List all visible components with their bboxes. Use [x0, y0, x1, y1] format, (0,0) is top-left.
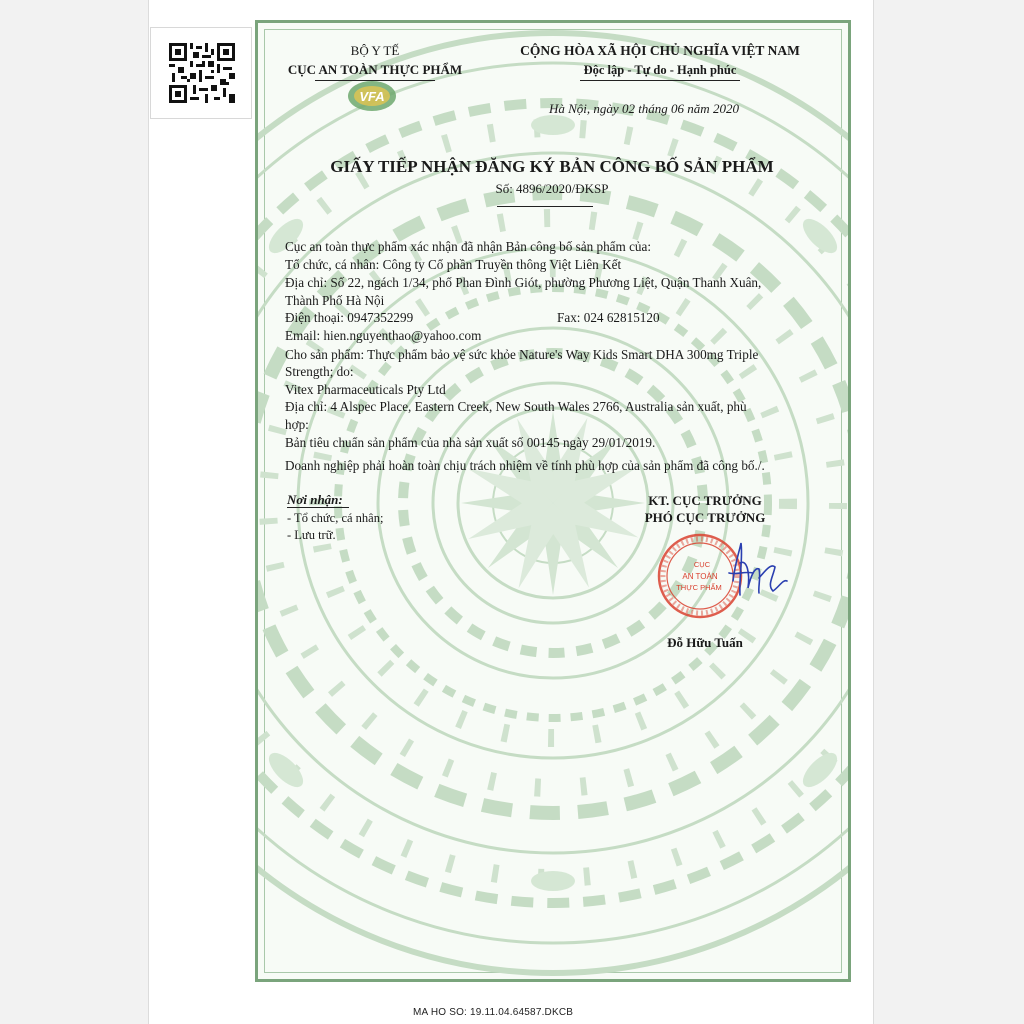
recipient-item: - Tổ chức, cá nhân; — [287, 511, 384, 525]
recipients-heading: Nơi nhận: — [287, 492, 343, 507]
svg-text:THỰC PHẨM: THỰC PHẨM — [676, 583, 722, 592]
body-line-product-cont: Strength; do: — [285, 364, 354, 379]
svg-text:VFA: VFA — [359, 89, 385, 104]
body-line-intro: Cục an toàn thực phẩm xác nhận đã nhận Bản công bố sản phẩm của: — [285, 239, 652, 254]
body-line-fax: Fax: 024 62815120 — [557, 310, 660, 325]
body-line-address-cont: Thành Phố Hà Nội — [285, 293, 385, 308]
body-line-phone: Điện thoại: 0947352299 — [285, 310, 414, 325]
body-line-manufacturer: Vitex Pharmaceuticals Pty Ltd — [285, 382, 446, 397]
body-line-responsibility: Doanh nghiệp phải hoàn toàn chịu trách nhiệm về tính phù hợp của sản phẩm đã công bố./. — [285, 458, 765, 473]
dossier-code: MA HO SO: 19.11.04.64587.DKCB — [413, 1007, 574, 1018]
document-title: GIẤY TIẾP NHẬN ĐĂNG KÝ BẢN CÔNG BỐ SẢN PHẨM — [330, 157, 774, 176]
issue-date: Hà Nội, ngày 02 tháng 06 năm 2020 — [549, 101, 739, 116]
body-line-manufacturer-address: Địa chỉ: 4 Alspec Place, Eastern Creek, New South Wales 2766, Australia sản xuất, phù — [285, 399, 747, 414]
body-line-standard: Bản tiêu chuẩn sản phẩm của nhà sản xuất số 00145 ngày 29/01/2019. — [285, 435, 656, 450]
official-stamp — [655, 533, 805, 623]
body-line-manufacturer-address-cont: hợp: — [285, 417, 309, 432]
signer-role-primary: KT. CỤC TRƯỞNG — [648, 493, 762, 508]
nation-name: CỘNG HÒA XÃ HỘI CHỦ NGHĨA VIỆT NAM — [520, 43, 800, 58]
body-line-organization: Tổ chức, cá nhân: Công ty Cổ phần Truyền thông Việt Liên Kết — [285, 257, 622, 272]
ministry-name: BỘ Y TẾ — [350, 43, 400, 58]
svg-text:AN TOÀN: AN TOÀN — [682, 572, 718, 581]
title-underline — [497, 206, 593, 207]
signer-name: Đỗ Hữu Tuấn — [667, 635, 743, 650]
body-line-email: Email: hien.nguyenthao@yahoo.com — [285, 328, 482, 343]
document-number: Số: 4896/2020/ĐKSP — [495, 181, 609, 196]
recipient-item: - Lưu trữ. — [287, 528, 336, 542]
qr-code — [150, 27, 252, 119]
vfa-logo — [343, 78, 401, 114]
recipients-underline — [287, 507, 349, 508]
motto-underline — [580, 80, 740, 81]
signer-role-secondary: PHÓ CỤC TRƯỞNG — [644, 510, 766, 525]
department-name: CỤC AN TOÀN THỰC PHẨM — [287, 62, 463, 77]
national-motto: Độc lập - Tự do - Hạnh phúc — [583, 63, 737, 77]
svg-text:CỤC: CỤC — [693, 560, 711, 569]
body-line-product: Cho sản phẩm: Thực phẩm bảo vệ sức khỏe Nature's Way Kids Smart DHA 300mg Triple — [285, 347, 759, 362]
body-line-address: Địa chỉ: Số 22, ngách 1/34, phố Phan Đình Giót, phường Phương Liệt, Quận Thanh Xuân, — [285, 275, 762, 290]
